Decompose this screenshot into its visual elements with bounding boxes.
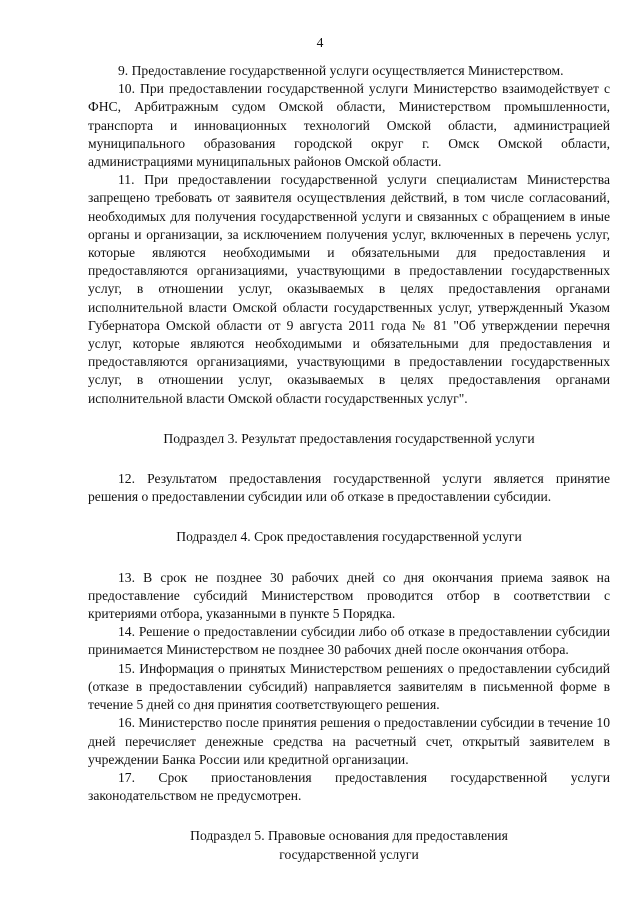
paragraph-10: 10. При предоставлении государственной услуги Министерство взаимодействует с ФНС, Арбитражным судом Омской области, Министерством промышленности, транспорта и инновационных технологий Омской области, администрацией муниципального образования городской округ г. Омск Омской области, администрациями муниципальных районов Омской области. <box>88 81 610 170</box>
subsection-3-heading: Подраздел 3. Результат предоставления государственной услуги <box>163 430 535 446</box>
paragraph-16: 16. Министерство после принятия решения о предоставлении субсидии в течение 10 дней перечисляет денежные средства на расчетный счет, открытый заявителем в учреждении Банка России или кредитной организации. <box>88 715 610 767</box>
subsection-4-heading: Подраздел 4. Срок предоставления государственной услуги <box>176 529 522 545</box>
subsection-5-heading-line-1: Подраздел 5. Правовые основания для предоставления <box>190 828 508 844</box>
page-number: 4 <box>316 35 324 50</box>
paragraph-9: 9. Предоставление государственной услуги осуществляется Министерством. <box>118 63 564 78</box>
paragraph-11: 11. При предоставлении государственной услуги специалистам Министерства запрещено требовать от заявителя осуществления действий, в том числе согласований, необходимых для получения государственной услуги и связанных с обращением в иные органы и организации, за исключением получения услуг, включенных в перечень услуг, которые являются необходимыми и обязательными для предоставления и предоставляются организациями, участвующими в предоставлении государственных услуг, в отношении услуг, оказываемых в целях предоставления органами исполнительной власти Омской области государственных услуг, утвержденный Указом Губернатора Омской области от 9 августа 2011 года № 81 "Об утверждении перечня услуг, которые являются необходимыми и обязательными для предоставления и предоставляются организациями, участвующими в предоставлении государственных услуг, в отношении услуг, оказываемых в целях предоставления органами исполнительной власти Омской области государственных услуг". <box>88 172 610 406</box>
paragraph-17: 17. Срок приостановления предоставления государственной услуги законодательством не предусмотрен. <box>88 769 610 804</box>
paragraph-15: 15. Информация о принятых Министерством решениях о предоставлении субсидий (отказе в предоставлении субсидий) направляется заявителям в письменной форме в течение 5 дней со дня принятия соответствующего решения. <box>88 660 610 713</box>
subsection-5-heading-line-2: государственной услуги <box>279 846 419 862</box>
paragraph-14: 14. Решение о предоставлении субсидии либо об отказе в предоставлении субсидии принимается Министерством не позднее 30 рабочих дней после окончания отбора. <box>88 624 610 658</box>
paragraph-12: 12. Результатом предоставления государственной услуги является принятие решения о предоставлении субсидии или об отказе в предоставлении субсидии. <box>88 471 610 505</box>
document-body <box>88 62 610 864</box>
paragraph-13: 13. В срок не позднее 30 рабочих дней со дня окончания приема заявок на предоставление субсидий Министерством проводится отбор в соответствии с критериями отбора, указанными в пункте 5 Порядка. <box>88 569 610 622</box>
